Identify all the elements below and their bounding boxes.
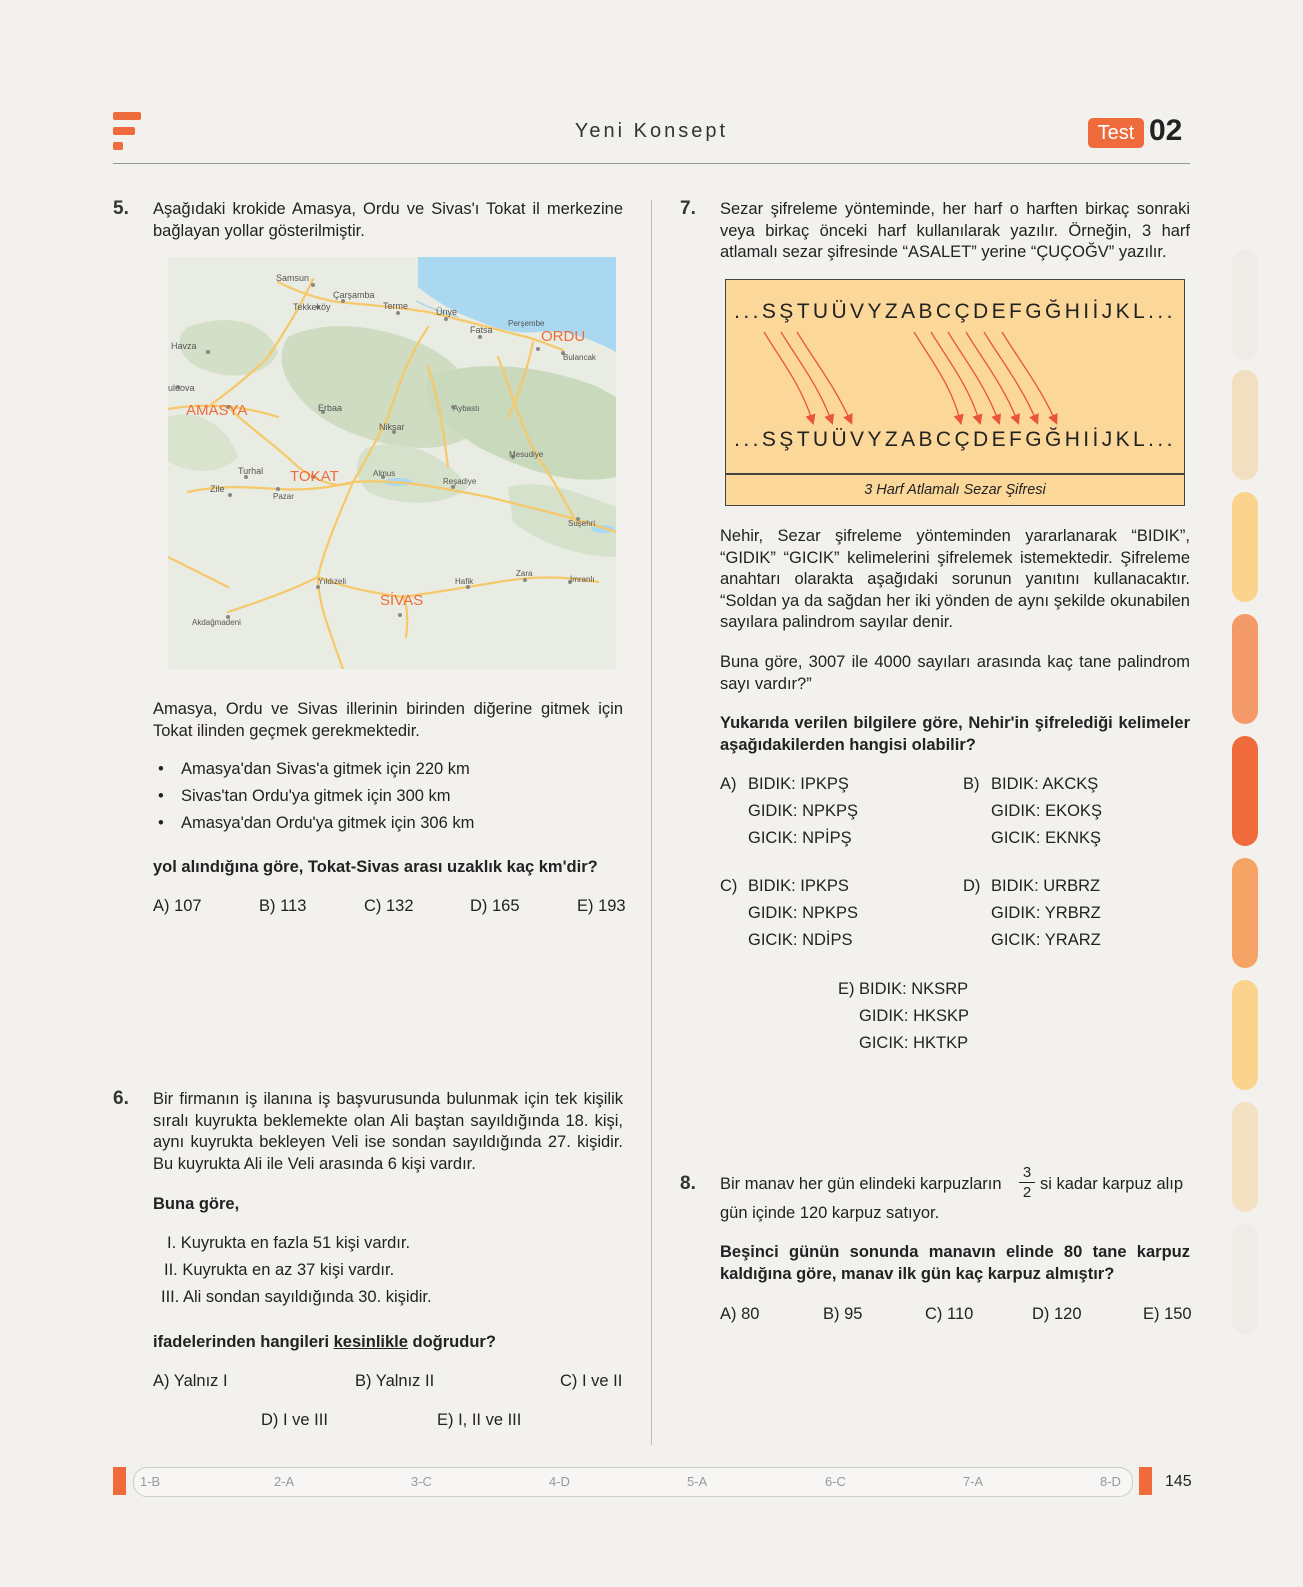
q7-option-c-line: GICIK: NDİPS <box>748 931 853 949</box>
map-place: Zile <box>210 484 225 494</box>
q7-option-d-line: GIDIK: YRBRZ <box>991 904 1101 922</box>
q7-number: 7. <box>680 198 696 219</box>
q7-option-a-line: BIDIK: IPKPŞ <box>748 775 849 793</box>
answer-key-item: 3-C <box>411 1474 432 1489</box>
q8-question: Beşinci günün sonunda manavın elinde 80 tane karpuz kaldığına göre, manav ilk gün kaç karpuz almıştır? <box>720 1243 1190 1283</box>
fraction-denominator: 2 <box>1022 1184 1032 1201</box>
q5-intro: Aşağıdaki krokide Amasya, Ordu ve Sivas'ı Tokat il merkezine bağlayan yollar gösterilmiştir. <box>153 200 623 240</box>
page-number: 145 <box>1165 1473 1192 1490</box>
q7-option-a-line: GIDIK: NPKPŞ <box>748 802 859 820</box>
q6-statement: III. Ali sondan sayıldığında 30. kişidir. <box>161 1288 432 1306</box>
map-place: Aybastı <box>453 404 480 413</box>
cipher-alphabet-bottom: ...SŞTUÜVYZABCÇDEFGĞHIİJKL... <box>734 428 1176 451</box>
map-place: Ünye <box>436 307 458 317</box>
answer-key-item: 5-A <box>687 1474 708 1489</box>
q7-option-e-label[interactable]: E) <box>838 980 855 998</box>
map-city-ordu: ORDU <box>541 328 586 345</box>
map-place: Zara <box>516 569 533 578</box>
answer-key-item: 8-D <box>1100 1474 1121 1489</box>
q5-text: Amasya, Ordu ve Sivas illerinin birinden diğerine gitmek için Tokat ilinden geçmek gerekmektedir. <box>153 700 623 740</box>
q7-text: Buna göre, 3007 ile 4000 sayıları arasında kaç tane palindrom sayı vardır?” <box>720 653 1190 693</box>
q8-text: si kadar karpuz alıp <box>1040 1175 1184 1193</box>
q7-question: Yukarıda verilen bilgilere göre, Nehir'in şifrelediği kelimeler aşağıdakilerden hangisi olabilir? <box>720 714 1190 754</box>
map-place: Almus <box>373 469 396 478</box>
q6-option-e[interactable]: E) I, II ve III <box>437 1411 522 1429</box>
map-place: Fatsa <box>470 325 493 335</box>
page-title: Yeni Konsept <box>574 120 729 142</box>
map-place: Reşadiye <box>443 477 477 486</box>
q5-bullet: Sivas'tan Ordu'ya gitmek için 300 km <box>181 787 451 805</box>
q6-lead: Buna göre, <box>153 1195 240 1213</box>
answer-key-item: 7-A <box>963 1474 984 1489</box>
bullet-dot: • <box>158 787 164 805</box>
q7-option-d-label[interactable]: D) <box>963 877 981 895</box>
q5-bullet: Amasya'dan Sivas'a gitmek için 220 km <box>181 760 470 778</box>
q8-option-a[interactable]: A) 80 <box>720 1305 760 1323</box>
map-city-tokat: TOKAT <box>290 468 339 485</box>
column-divider <box>651 200 652 1445</box>
q5-bullet: Amasya'dan Ordu'ya gitmek için 306 km <box>181 814 475 832</box>
map-place: Tekkeköy <box>293 302 331 312</box>
q7-text: Nehir, Sezar şifreleme yönteminden yararlanarak “BIDIK”, “GIDIK” “GICIK” kelimelerini şifrelemek istemektedir. Şifreleme anahtarı olarakta aşağıdaki sorunun yanıtını kullanacaktır. “Soldan ya da sağdan her iki yönden de aynı şekilde okunabilen sayılara palindrom sayılar denir. <box>720 527 1190 631</box>
map-place: Akdağmadeni <box>192 618 241 627</box>
q6-option-d[interactable]: D) I ve III <box>261 1411 328 1429</box>
q6-option-a[interactable]: A) Yalnız I <box>153 1372 228 1390</box>
q6-question-keyword: kesinlikle <box>333 1333 408 1351</box>
q5-question: yol alındığına göre, Tokat-Sivas arası uzaklık kaç km'dir? <box>153 858 598 876</box>
q5-option-b[interactable]: B) 113 <box>259 897 307 915</box>
q6-statement: I. Kuyrukta en fazla 51 kişi vardır. <box>167 1234 411 1252</box>
map-place: Terme <box>383 301 409 311</box>
q8-text: gün içinde 120 karpuz satıyor. <box>720 1204 940 1222</box>
q5-number: 5. <box>113 198 129 219</box>
bullet-dot: • <box>158 760 164 778</box>
q8-option-c[interactable]: C) 110 <box>925 1305 974 1323</box>
map-place: Samsun <box>276 273 310 283</box>
map-place: Pazar <box>273 492 294 501</box>
map-place: Yıldızeli <box>318 577 347 586</box>
answer-key-item: 1-B <box>140 1474 161 1489</box>
q6-number: 6. <box>113 1088 129 1109</box>
q7-intro: Sezar şifreleme yönteminde, her harf o harften birkaç sonraki veya birkaç önceki harf kullanılarak yazılır. Örneğin, 3 harf atlamalı sezar şifresinde “ASALET” yerine “ÇUÇOĞV” yazılır. <box>720 200 1190 261</box>
q7-option-e-line: GIDIK: HKSKP <box>859 1007 970 1025</box>
map-place: Hafik <box>455 577 474 586</box>
cipher-caption: 3 Harf Atlamalı Sezar Şifresi <box>864 482 1046 498</box>
map-place: İmranlı <box>570 575 595 584</box>
map-place: Bulancak <box>563 353 596 362</box>
q7-option-b-line: GICIK: EKNKŞ <box>991 829 1102 847</box>
q7-option-a-label[interactable]: A) <box>720 775 737 793</box>
q8-text: Bir manav her gün elindeki karpuzların <box>720 1175 1002 1193</box>
q6-question: ifadelerinden hangileri kesinlikle doğrudur? <box>153 1333 496 1351</box>
map-city-amasya: AMASYA <box>186 402 248 419</box>
q7-option-e-line: BIDIK: NKSRP <box>859 980 969 998</box>
q7-option-c-line: BIDIK: IPKPS <box>748 877 849 895</box>
q7-option-a-line: GICIK: NPİPŞ <box>748 829 852 847</box>
q8-fraction <box>1019 1164 1035 1201</box>
map-place: Niksar <box>379 422 405 432</box>
q5-option-a[interactable]: A) 107 <box>153 897 202 915</box>
map-city-sivas: SİVAS <box>380 592 424 609</box>
q5-option-d[interactable]: D) 165 <box>470 897 520 915</box>
q7-option-d-line: BIDIK: URBRZ <box>991 877 1101 895</box>
q7-option-c-line: GIDIK: NPKPS <box>748 904 859 922</box>
q8-option-b[interactable]: B) 95 <box>823 1305 863 1323</box>
map-place: Mesudiye <box>509 450 544 459</box>
q6-statement: II. Kuyrukta en az 37 kişi vardır. <box>164 1261 395 1279</box>
map-place: Çarşamba <box>333 290 375 300</box>
q7-option-b-label[interactable]: B) <box>963 775 980 793</box>
header-divider <box>113 163 1190 164</box>
q7-option-e-line: GICIK: HKTKP <box>859 1034 969 1052</box>
map-place: Perşembe <box>508 319 545 328</box>
q7-option-c-label[interactable]: C) <box>720 877 738 895</box>
answer-key-item: 2-A <box>274 1474 295 1489</box>
footer-marker-left <box>113 1467 126 1495</box>
q6-option-b[interactable]: B) Yalnız II <box>355 1372 435 1390</box>
q7-option-b-line: BIDIK: AKCKŞ <box>991 775 1099 793</box>
test-badge: Test <box>1088 118 1144 148</box>
map-place: uluova <box>168 383 195 393</box>
bullet-dot: • <box>158 814 164 832</box>
q5-option-e[interactable]: E) 193 <box>577 897 626 915</box>
map-place: Erbaa <box>318 403 343 413</box>
q7-option-b-line: GIDIK: EKOKŞ <box>991 802 1102 820</box>
footer-marker-right <box>1139 1467 1152 1495</box>
cipher-arrows <box>726 280 1184 470</box>
map-place: Havza <box>171 341 197 351</box>
q8-option-d[interactable]: D) 120 <box>1032 1305 1082 1323</box>
cipher-alphabet-top: ...SŞTUÜVYZABCÇDEFGĞHIİJKL... <box>734 300 1176 323</box>
answer-key-item: 4-D <box>549 1474 570 1489</box>
answer-key-item: 6-C <box>825 1474 846 1489</box>
cipher-diagram <box>725 279 1185 506</box>
test-number: 02 <box>1149 114 1183 147</box>
q6-option-c[interactable]: C) I ve II <box>560 1372 623 1390</box>
q8-number: 8. <box>680 1173 696 1194</box>
q6-text: Bir firmanın iş ilanına iş başvurusunda bulunmak için tek kişilik sıralı kuyrukta beklemekte olan Ali baştan sayıldığında 18. kişi, aynı kuyrukta bekleyen Veli ise sondan sayıldığında 27. kişidir. Bu kuyrukta Ali ile Veli arasında 6 kişi vardır. <box>153 1090 623 1173</box>
q5-option-c[interactable]: C) 132 <box>364 897 414 915</box>
q7-option-d-line: GICIK: YRARZ <box>991 931 1101 949</box>
fraction-numerator: 3 <box>1022 1164 1032 1181</box>
q8-option-e[interactable]: E) 150 <box>1143 1305 1192 1323</box>
road-map <box>168 257 616 669</box>
map-place: Suşehri <box>568 519 596 528</box>
map-place: Turhal <box>238 466 264 476</box>
